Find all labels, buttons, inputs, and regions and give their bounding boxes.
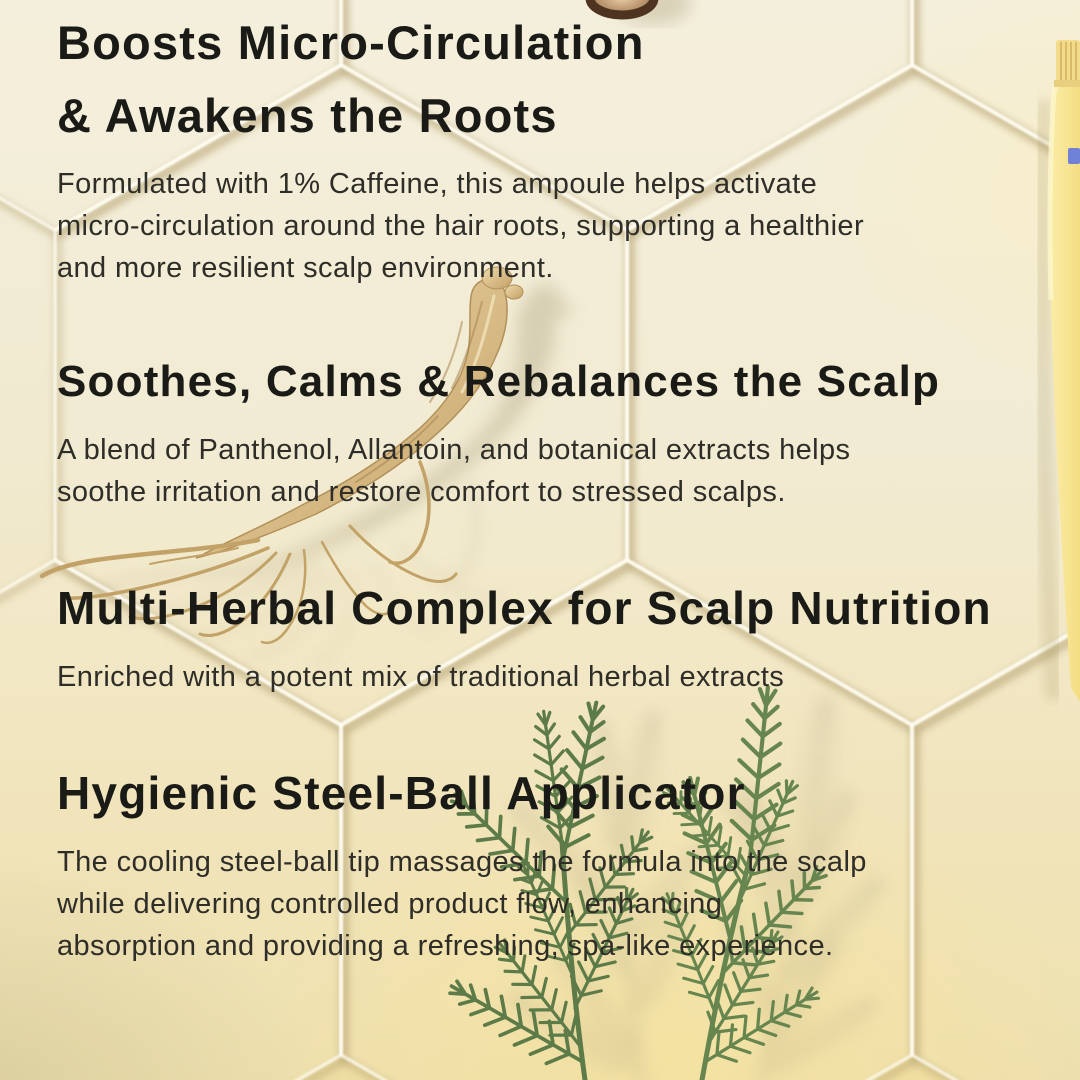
section-body [57, 841, 867, 967]
section-soothes-calms [57, 345, 940, 513]
section-heading [57, 6, 864, 152]
section-body [57, 163, 864, 289]
body-text-line: The cooling steel-ball tip massages the formula into the scalp [57, 846, 867, 878]
heading-line: Boosts Micro-Circulation [57, 16, 645, 69]
body-text-line: Enriched with a potent mix of traditional herbal extracts [57, 661, 785, 693]
heading-line: & Awakens the Roots [57, 89, 558, 142]
section-body [57, 656, 992, 698]
section-micro-circulation [57, 6, 864, 289]
body-text-line: while delivering controlled product flow, enhancing [57, 888, 723, 920]
body-text-line: Formulated with 1% Caffeine, this ampoule helps activate [57, 168, 818, 200]
heading-line: Hygienic Steel-Ball Applicator [57, 767, 746, 819]
body-text-line: soothe irritation and restore comfort to stressed scalps. [57, 476, 786, 508]
section-steel-ball-applicator [57, 757, 867, 967]
section-heading [57, 572, 992, 645]
section-body [57, 429, 940, 513]
body-text-line: A blend of Panthenol, Allantoin, and botanical extracts helps [57, 434, 851, 466]
heading-line: Multi-Herbal Complex for Scalp Nutrition [57, 582, 992, 634]
section-heading [57, 345, 940, 418]
section-multi-herbal [57, 572, 992, 698]
heading-line: Soothes, Calms & Rebalances the Scalp [57, 357, 941, 406]
section-heading [57, 757, 867, 830]
body-text-line: absorption and providing a refreshing, spa-like experience. [57, 930, 834, 962]
body-text-line: micro-circulation around the hair roots, supporting a healthier [57, 210, 864, 242]
body-text-line: and more resilient scalp environment. [57, 252, 554, 284]
